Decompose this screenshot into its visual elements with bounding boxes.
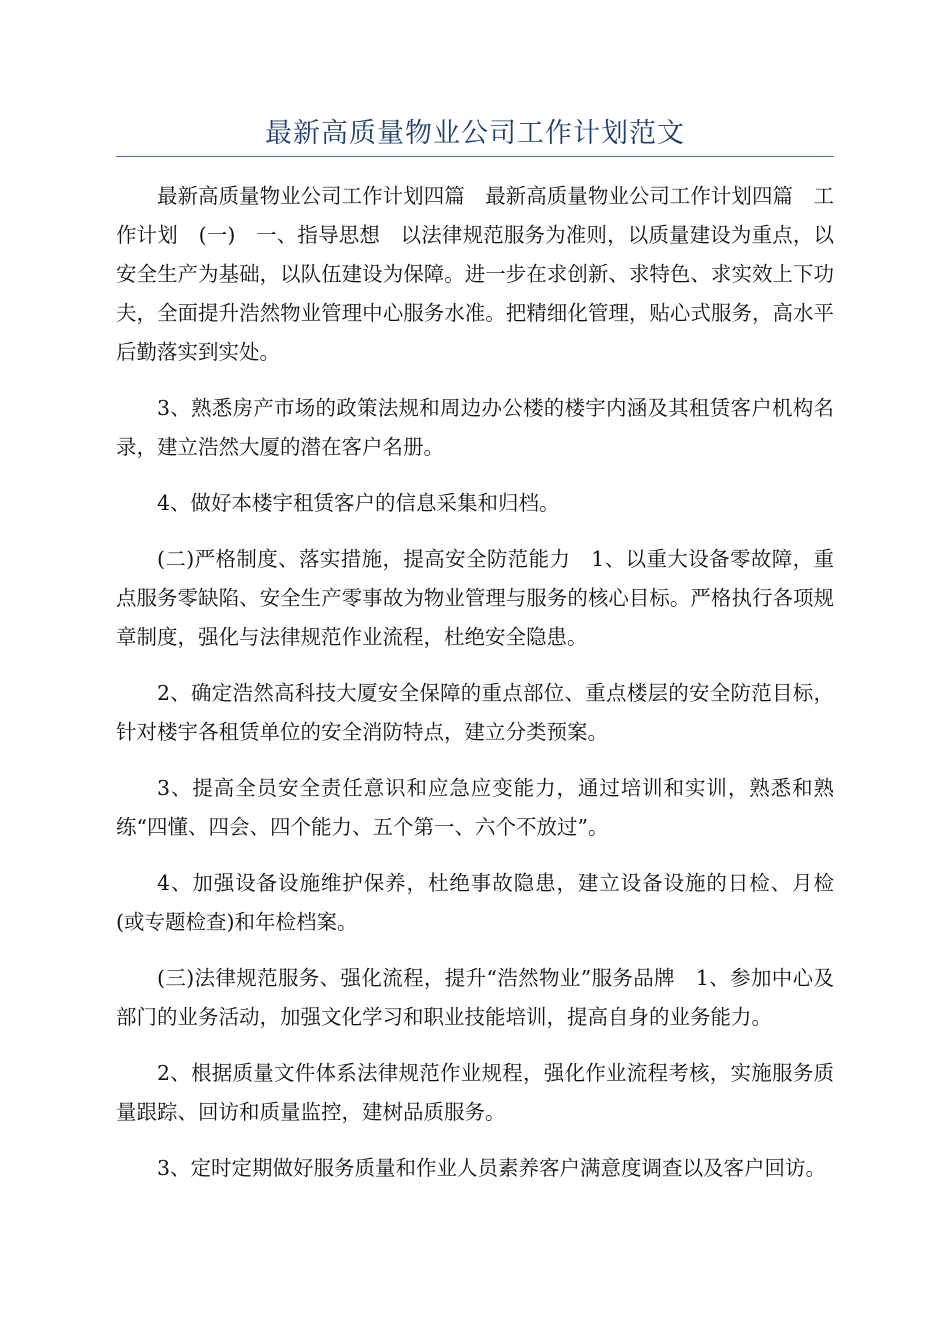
paragraph-item-4-maintenance: 4、加强设备设施维护保养，杜绝事故隐患，建立设备设施的日检、月检(或专题检查)和年检档案。 xyxy=(116,871,834,934)
title-block xyxy=(116,112,834,157)
paragraph-item-3-survey: 3、定时定期做好服务质量和作业人员素养客户满意度调查以及客户回访。 xyxy=(157,1156,827,1180)
paragraph-section-2: (二)严格制度、落实措施，提高安全防范能力 1、以重大设备零故障，重点服务零缺陷、安全生产零事故为物业管理与服务的核心目标。严格执行各项规章制度，强化与法律规范作业流程，杜绝安全隐患。 xyxy=(116,547,834,649)
document-title: 最新高质量物业公司工作计划范文 xyxy=(265,118,685,149)
paragraph-item-2-quality: 2、根据质量文件体系法律规范作业规程，强化作业流程考核，实施服务质量跟踪、回访和质量监控，建树品质服务。 xyxy=(116,1061,834,1124)
paragraph-item-4-archive: 4、做好本楼宇租赁客户的信息采集和归档。 xyxy=(157,491,560,515)
paragraph-item-3-training: 3、提高全员安全责任意识和应急应变能力，通过培训和实训，熟悉和熟练“四懂、四会、四个能力、五个第一、六个不放过”。 xyxy=(116,776,834,839)
paragraph-item-2-security: 2、确定浩然高科技大厦安全保障的重点部位、重点楼层的安全防范目标，针对楼宇各租赁单位的安全消防特点，建立分类预案。 xyxy=(116,681,834,744)
paragraph-intro: 最新高质量物业公司工作计划四篇 最新高质量物业公司工作计划四篇 工作计划 (一) 一、指导思想 以法律规范服务为准则，以质量建设为重点，以安全生产为基础，以队伍建设为保障。进一步在求创新、求特色、求实效上下功夫，全面提升浩然物业管理中心服务水准。把精细化管理，贴心式服务，高水平后勤落实到实处。 xyxy=(116,184,834,364)
paragraph-section-3: (三)法律规范服务、强化流程，提升“浩然物业”服务品牌 1、参加中心及部门的业务活动，加强文化学习和职业技能培训，提高自身的业务能力。 xyxy=(116,966,834,1029)
paragraph-item-3-market: 3、熟悉房产市场的政策法规和周边办公楼的楼宇内涵及其租赁客户机构名录，建立浩然大厦的潜在客户名册。 xyxy=(116,396,834,459)
document-body xyxy=(116,177,834,1205)
